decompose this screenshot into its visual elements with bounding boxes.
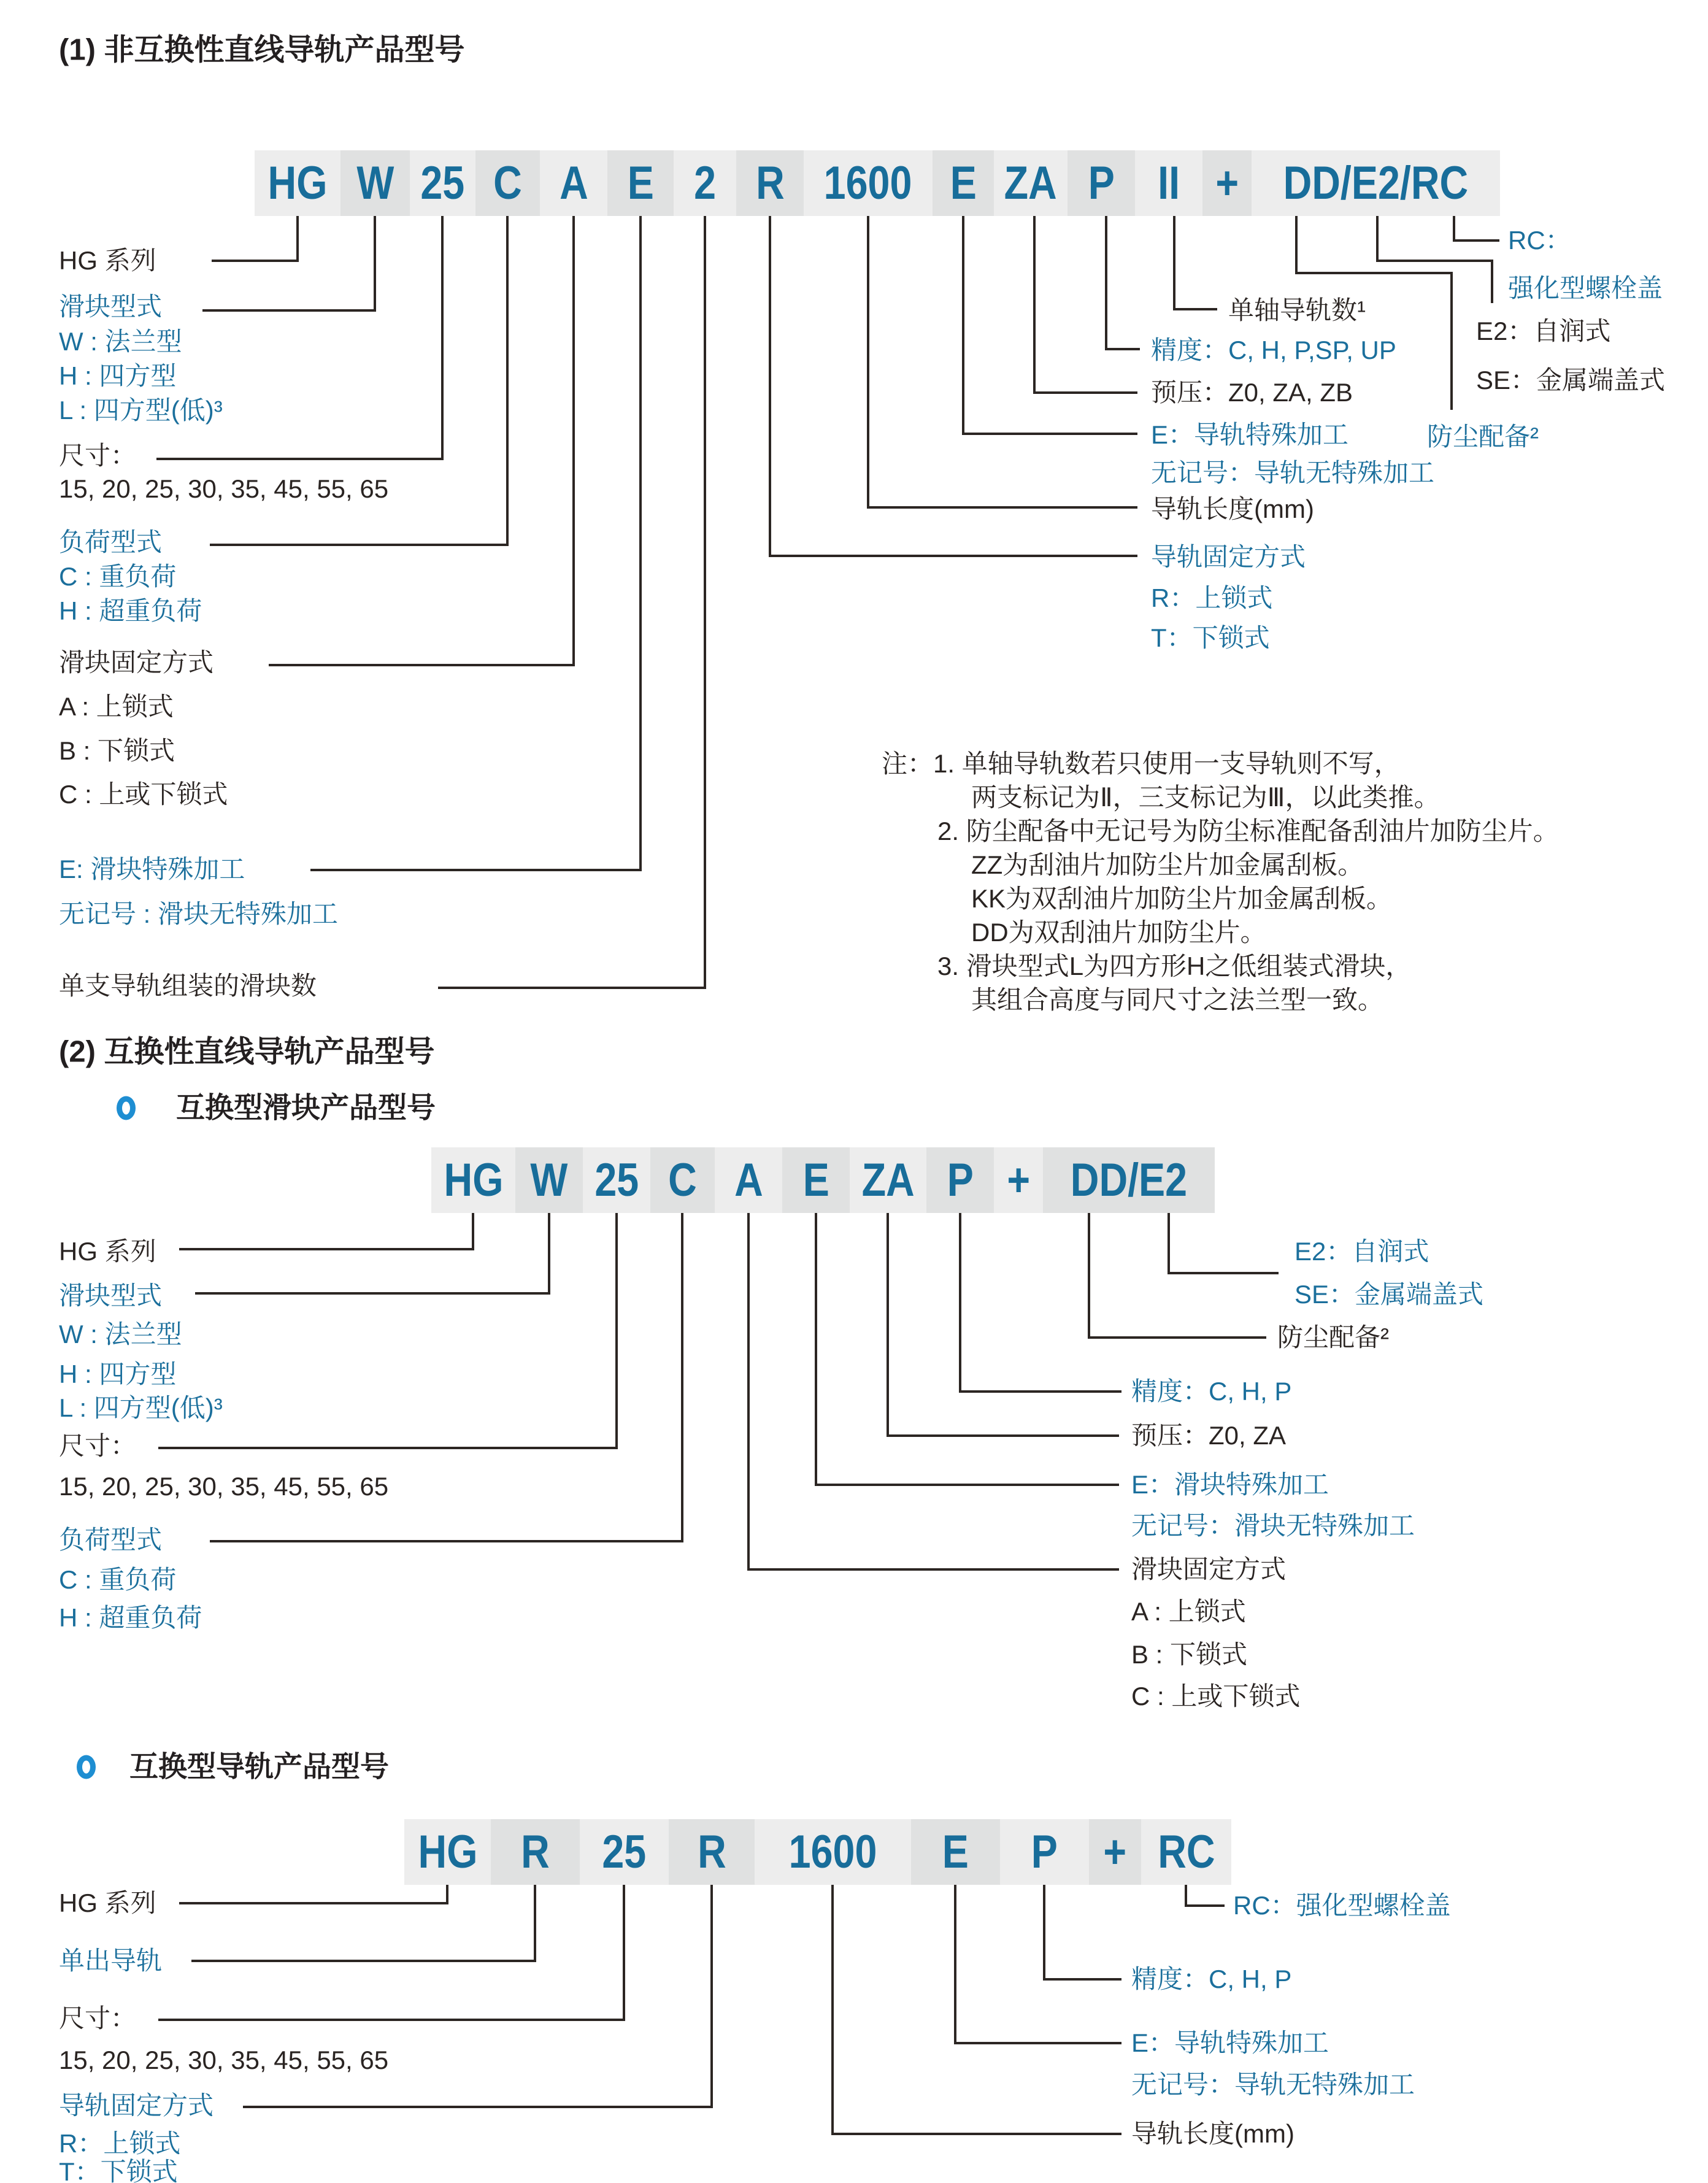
label-mount-c: C : 上或下锁式 <box>59 779 228 809</box>
code-segment: W <box>515 1147 583 1213</box>
section1-model-code <box>255 150 1500 216</box>
label-rail-mount-t: T：下锁式 <box>59 2157 178 2183</box>
label-accuracy: 精度：C, H, P <box>1131 1376 1292 1406</box>
label-heavy-load: C : 重负荷 <box>59 561 177 591</box>
leader-line <box>955 1885 1121 2043</box>
label-e2-self-lube: E2：自润式 <box>1476 316 1611 345</box>
code-segment: E <box>911 1819 1000 1885</box>
code-segment: 1600 <box>755 1819 911 1885</box>
label-block-mounting: 滑块固定方式 <box>59 647 214 677</box>
label-dust-equipment: 防尘配备² <box>1277 1322 1389 1352</box>
label-block-type: 滑块型式 <box>59 291 163 321</box>
label-mount-b: B : 下锁式 <box>59 736 175 765</box>
label-single-rail: 单出导轨 <box>59 1946 163 1975</box>
code-segment: A <box>715 1147 782 1213</box>
label-square-type: H : 四方型 <box>59 1359 177 1388</box>
label-accuracy: 精度：C, H, P,SP, UP <box>1151 335 1396 364</box>
label-load-type: 负荷型式 <box>59 1525 163 1554</box>
leader-line <box>888 1213 1119 1436</box>
leader-line <box>770 216 1137 556</box>
code-segment: + <box>1089 1819 1141 1885</box>
label-hg-series: HG 系列 <box>59 1236 156 1266</box>
label-se-metal-cap: SE：金属端盖式 <box>1294 1279 1484 1309</box>
label-super-heavy-load: H : 超重负荷 <box>59 1603 202 1632</box>
leader-line <box>1044 1885 1121 1979</box>
code-segment: P <box>926 1147 994 1213</box>
label-mount-c: C : 上或下锁式 <box>1131 1681 1301 1711</box>
label-rail-mount-r: R：上锁式 <box>1151 583 1273 612</box>
leader-line <box>833 1885 1121 2134</box>
label-rc-desc: 强化型螺栓盖 <box>1508 273 1663 302</box>
section1-title: (1) 非互换性直线导轨产品型号 <box>59 33 465 67</box>
label-block-special: E：滑块特殊加工 <box>1131 1469 1329 1499</box>
label-size-heading: 尺寸： <box>59 441 137 470</box>
label-square-low-type: L : 四方型(低)³ <box>59 1393 223 1422</box>
label-square-type: H : 四方型 <box>59 361 177 390</box>
code-segment: 2 <box>674 150 736 216</box>
label-size-values: 15, 20, 25, 30, 35, 45, 55, 65 <box>59 1471 389 1501</box>
code-segment: 25 <box>583 1147 650 1213</box>
label-flange-type: W : 法兰型 <box>59 1319 182 1349</box>
code-segment: DD/E2/RC <box>1252 150 1500 216</box>
leader-line <box>310 216 640 870</box>
note-line: KK为双刮油片加防尘片加金属刮板。 <box>971 884 1393 913</box>
leader-line <box>1169 1213 1279 1273</box>
leader-line <box>1174 216 1217 309</box>
label-rail-mounting: 导轨固定方式 <box>1151 542 1306 571</box>
note-line: 3. 滑块型式L为四方形H之低组装式滑块， <box>937 951 1412 980</box>
code-segment: W <box>340 150 410 216</box>
leader-line <box>1034 216 1137 393</box>
label-size-heading: 尺寸： <box>59 2003 137 2033</box>
label-blocks-per-rail: 单支导轨组装的滑块数 <box>59 971 317 1000</box>
label-super-heavy-load: H : 超重负荷 <box>59 596 202 625</box>
label-e2-self-lube: E2：自润式 <box>1294 1236 1429 1266</box>
label-rc: RC： <box>1508 225 1571 255</box>
code-segment: C <box>650 1147 715 1213</box>
label-mount-b: B : 下锁式 <box>1131 1639 1248 1669</box>
label-rail-length: 导轨长度(mm) <box>1131 2119 1294 2148</box>
leader-line <box>1186 1885 1225 1906</box>
leader-line <box>816 1213 1119 1485</box>
label-block-special: E: 滑块特殊加工 <box>59 854 245 884</box>
note-line: 2. 防尘配备中无记号为防尘标准配备刮油片加防尘片。 <box>937 816 1559 845</box>
label-square-low-type: L : 四方型(低)³ <box>59 395 223 425</box>
code-segment: 1600 <box>804 150 933 216</box>
label-size-heading: 尺寸： <box>59 1431 137 1460</box>
code-segment: + <box>994 1147 1043 1213</box>
leader-line <box>438 216 705 988</box>
label-hg-series: HG 系列 <box>59 1888 156 1917</box>
bullet-icon <box>77 1755 96 1779</box>
code-segment: R <box>491 1819 580 1885</box>
leader-line <box>960 1213 1121 1392</box>
label-block-mounting: 滑块固定方式 <box>1131 1554 1287 1584</box>
code-segment: E <box>607 150 674 216</box>
code-segment: II <box>1135 150 1202 216</box>
section3-model-code <box>404 1819 1231 1885</box>
label-dust-equipment: 防尘配备² <box>1427 422 1539 451</box>
label-block-type: 滑块型式 <box>59 1280 163 1310</box>
label-block-no-special: 无记号：滑块无特殊加工 <box>1131 1511 1415 1540</box>
code-segment: A <box>540 150 607 216</box>
code-segment: ZA <box>994 150 1068 216</box>
label-hg-series: HG 系列 <box>59 245 156 275</box>
code-segment: 25 <box>410 150 475 216</box>
code-segment: ZA <box>850 1147 926 1213</box>
leader-line <box>191 1885 535 1961</box>
note-line: 注：1. 单轴导轨数若只使用一支导轨则不写， <box>882 749 1400 778</box>
label-size-values: 15, 20, 25, 30, 35, 45, 55, 65 <box>59 2045 389 2074</box>
label-heavy-load: C : 重负荷 <box>59 1565 177 1594</box>
label-rail-special: E：导轨特殊加工 <box>1151 420 1349 449</box>
label-block-no-special: 无记号 : 滑块无特殊加工 <box>59 899 339 928</box>
code-segment: R <box>736 150 804 216</box>
label-rail-length: 导轨长度(mm) <box>1151 494 1314 523</box>
section2-title: (2) 互换性直线导轨产品型号 <box>59 1035 435 1069</box>
label-rail-mounting: 导轨固定方式 <box>59 2090 214 2120</box>
section2-model-code <box>431 1147 1215 1213</box>
label-load-type: 负荷型式 <box>59 527 163 556</box>
leader-line <box>195 1213 549 1293</box>
label-flange-type: W : 法兰型 <box>59 326 182 356</box>
code-segment: 25 <box>580 1819 669 1885</box>
code-segment: HG <box>431 1147 515 1213</box>
leader-line <box>1377 216 1492 303</box>
leader-line <box>1089 1213 1266 1338</box>
leader-line <box>269 216 574 665</box>
label-mount-a: A : 上锁式 <box>1131 1596 1246 1626</box>
leader-line <box>179 1213 473 1249</box>
bullet-icon <box>117 1096 136 1120</box>
code-segment: R <box>669 1819 755 1885</box>
leader-line <box>963 216 1137 434</box>
leader-line <box>202 216 375 310</box>
leader-line <box>212 216 298 261</box>
label-rail-no-special: 无记号：导轨无特殊加工 <box>1131 2069 1415 2099</box>
code-segment: E <box>782 1147 850 1213</box>
label-rail-mount-t: T：下锁式 <box>1151 623 1270 652</box>
label-accuracy: 精度：C, H, P <box>1131 1964 1292 1993</box>
section3-subtitle: 互换型导轨产品型号 <box>129 1750 389 1783</box>
note-line: 两支标记为Ⅱ，三支标记为Ⅲ，以此类推。 <box>971 782 1440 812</box>
leader-line <box>868 216 1137 507</box>
code-segment: HG <box>404 1819 491 1885</box>
leader-line <box>1106 216 1140 349</box>
code-segment: E <box>933 150 994 216</box>
code-segment: RC <box>1141 1819 1231 1885</box>
label-rail-no-special: 无记号：导轨无特殊加工 <box>1151 458 1435 487</box>
label-rail-mount-r: R：上锁式 <box>59 2128 181 2158</box>
code-segment: P <box>1000 1819 1089 1885</box>
code-segment: P <box>1068 150 1135 216</box>
code-segment: + <box>1202 150 1252 216</box>
leader-line <box>1454 216 1499 241</box>
code-segment: HG <box>255 150 340 216</box>
leader-line <box>158 1885 624 2020</box>
label-preload: 预压：Z0, ZA, ZB <box>1151 377 1353 407</box>
note-line: 其组合高度与同尺寸之法兰型一致。 <box>971 985 1384 1014</box>
label-rc-bolt-cap: RC：强化型螺栓盖 <box>1233 1890 1451 1920</box>
leader-line <box>179 1885 447 1903</box>
code-segment: DD/E2 <box>1043 1147 1215 1213</box>
note-line: DD为双刮油片加防尘片。 <box>971 917 1266 947</box>
code-segment: C <box>475 150 540 216</box>
label-rail-special: E：导轨特殊加工 <box>1131 2028 1329 2057</box>
label-mount-a: A : 上锁式 <box>59 691 174 721</box>
section2-subtitle: 互换型滑块产品型号 <box>176 1091 436 1124</box>
label-se-metal-cap: SE：金属端盖式 <box>1476 365 1666 395</box>
label-size-values: 15, 20, 25, 30, 35, 45, 55, 65 <box>59 474 389 503</box>
note-line: ZZ为刮油片加防尘片加金属刮板。 <box>971 850 1364 879</box>
label-rail-count: 单轴导轨数¹ <box>1228 295 1366 325</box>
label-preload: 预压：Z0, ZA <box>1131 1420 1287 1450</box>
